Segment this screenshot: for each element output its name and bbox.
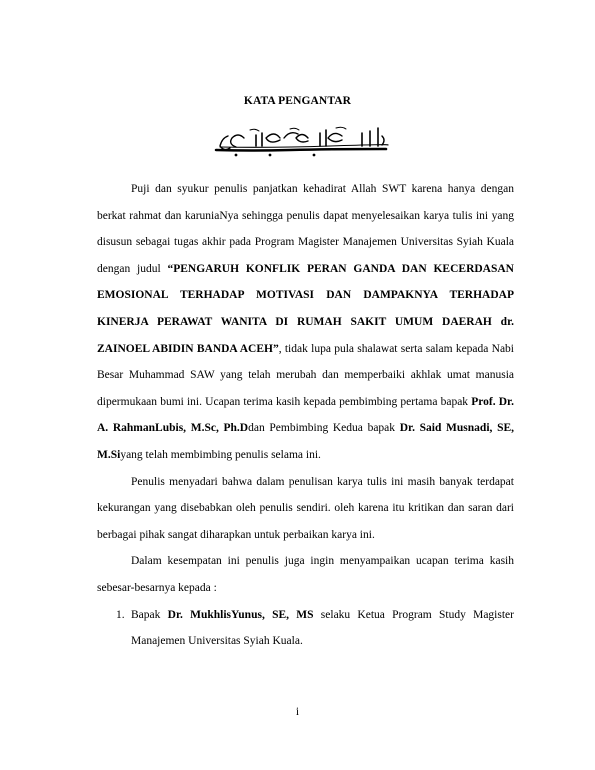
paragraph-intro-text-1: Puji dan syukur penulis panjatkan kehadirat Allah SWT karena hanya dengan berkat rahmat dan karuniaNya sehingga penulis dapat menyelesaikan karya tulis ini yang disusun sebagai tugas akhir pada Program Magister Manajemen Universitas Syiah Kuala dengan judul: [97, 183, 514, 275]
thanks-list: [97, 602, 514, 655]
list-item-prefix: Bapak: [131, 608, 168, 621]
paragraph-thanks-intro: Dalam kesempatan ini penulis juga ingin menyampaikan ucapan terima kasih sebesar-besarnya kepada :: [97, 555, 514, 594]
supervisor-first-name: Prof. Dr. A. RahmanLubis, M.Sc, Ph.D: [97, 395, 514, 435]
list-item-name: Dr. MukhlisYunus, SE, MS: [167, 608, 314, 621]
page-number: i: [295, 706, 300, 718]
list-item: [97, 602, 514, 655]
list-item-number: 1.: [116, 608, 125, 621]
paragraph-intro-text-3: dan Pembimbing Kedua bapak: [248, 422, 400, 435]
paragraph-intro: [97, 176, 514, 469]
basmala-calligraphy: [210, 124, 394, 158]
paragraph-intro-text-2: , tidak lupa pula shalawat serta salam kepada Nabi Besar Muhammad SAW yang telah merubah dan memperbaiki akhlak umat manusia dipermukaan bumi ini. Ucapan terima kasih kepada pembimbing pertama bapak: [97, 342, 515, 408]
list-item-suffix: selaku Ketua Program Study Magister Manajemen Universitas Syiah Kuala.: [131, 608, 514, 648]
page-title: KATA PENGANTAR: [243, 95, 352, 107]
document-body: [97, 176, 514, 655]
supervisor-second-name: Dr. Said Musnadi, SE, M.Si: [97, 422, 515, 461]
paragraph-intro-text-4: yang telah membimbing penulis selama ini.: [120, 448, 321, 461]
thesis-title: “PENGARUH KONFLIK PERAN GANDA DAN KECERDASAN EMOSIONAL TERHADAP MOTIVASI DAN DAMPAKNYA TERHADAP KINERJA PERAWAT WANITA DI RUMAH SAKIT UMUM DAERAH dr. ZAINOEL ABIDIN BANDA ACEH”: [97, 262, 514, 355]
paragraph-acknowledgement: Penulis menyadari bahwa dalam penulisan karya tulis ini masih banyak terdapat kekurangan yang disebabkan oleh penulis sendiri. oleh karena itu kritikan dan saran dari berbagai pihak sangat diharapkan untuk perbaikan karya ini.: [97, 475, 514, 541]
